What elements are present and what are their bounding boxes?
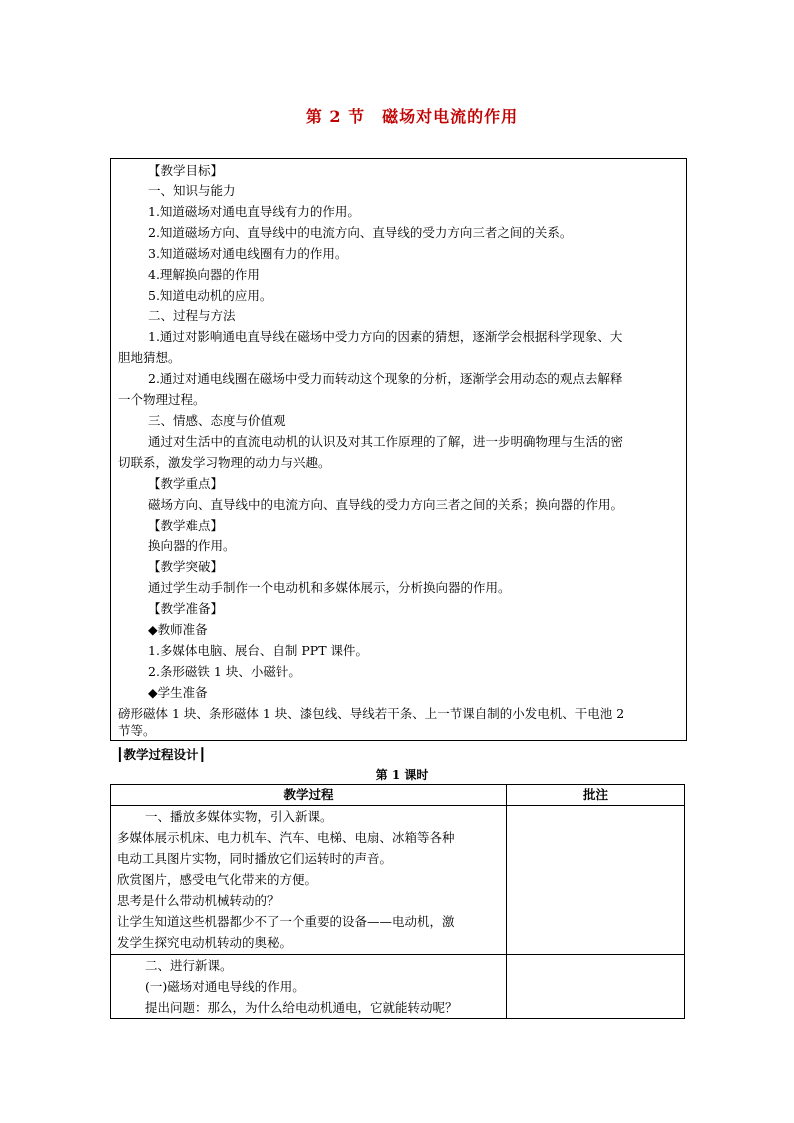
- process-line: 电动工具图片实物，同时播放它们运转时的声音。: [117, 851, 393, 866]
- objective-line: 2.知道磁场方向、直导线中的电流方向、直导线的受力方向三者之间的关系。: [148, 225, 573, 240]
- objective-line: 1.通过对影响通电直导线在磁场中受力方向的因素的猜想，逐渐学会根据科学现象、大: [148, 329, 623, 344]
- breakthrough-text: 通过学生动手制作一个电动机和多媒体展示，分析换向器的作用。: [148, 580, 511, 595]
- objective-line: 一个物理过程。: [118, 392, 206, 407]
- objective-line: 胆地猜想。: [118, 350, 181, 365]
- heading-difficulties: 【教学难点】: [148, 518, 224, 533]
- prep-line: 1.多媒体电脑、展台、自制 PPT 课件。: [148, 643, 369, 658]
- objective-line: 5.知道电动机的应用。: [148, 288, 273, 303]
- student-prep-heading: ◆学生准备: [148, 685, 208, 700]
- process-line: 提出问题：那么，为什么给电动机通电，它就能转动呢？: [145, 1000, 458, 1015]
- process-cell: [111, 806, 507, 955]
- objective-line: 通过对生活中的直流电动机的认识及对其工作原理的了解，进一步明确物理与生活的密: [148, 434, 624, 449]
- header-process: 教学过程: [111, 785, 507, 806]
- document-title: 第 2 节 磁场对电流的作用: [305, 107, 519, 126]
- key-points-text: 磁场方向、直导线中的电流方向、直导线的受力方向三者之间的关系；换向器的作用。: [148, 497, 624, 512]
- heading-breakthrough: 【教学突破】: [148, 559, 224, 574]
- teacher-prep-heading: ◆教师准备: [148, 622, 208, 637]
- notes-cell: [507, 955, 685, 1019]
- difficulties-text: 换向器的作用。: [148, 538, 236, 553]
- objective-line: 3.知道磁场对通电线圈有力的作用。: [148, 246, 348, 261]
- process-line: 一、播放多媒体实物，引入新课。: [145, 809, 333, 824]
- process-line: (一)磁场对通电导线的作用。: [145, 979, 305, 994]
- section-label: ┃教学过程设计┃: [116, 747, 207, 762]
- objective-line: 4.理解换向器的作用: [148, 267, 260, 282]
- process-line: 发学生探究电动机转动的奥秘。: [117, 935, 293, 950]
- subheading-process: 二、过程与方法: [148, 308, 236, 323]
- subheading-values: 三、情感、态度与价值观: [148, 413, 286, 428]
- process-table: [110, 784, 685, 1019]
- process-line: 欣赏图片，感受电气化带来的方便。: [117, 872, 318, 887]
- objective-line: 1.知道磁场对通电直导线有力的作用。: [148, 204, 360, 219]
- objective-line: 2.通过对通电线圈在磁场中受力而转动这个现象的分析，逐渐学会用动态的观点去解释: [148, 371, 623, 386]
- notes-cell: [507, 806, 685, 955]
- process-line: 让学生知道这些机器都少不了一个重要的设备——电动机，激: [117, 914, 455, 929]
- subheading-knowledge: 一、知识与能力: [148, 183, 236, 198]
- process-cell: [111, 955, 507, 1019]
- prep-line: 节等。: [118, 723, 156, 738]
- heading-preparation: 【教学准备】: [148, 601, 224, 616]
- prep-line: 磅形磁体 1 块、条形磁体 1 块、漆包线、导线若干条、上一节课自制的小发电机、干电池 2: [118, 706, 625, 721]
- heading-key-points: 【教学重点】: [148, 476, 224, 491]
- process-line: 二、进行新课。: [145, 958, 233, 973]
- process-line: 思考是什么带动机械转动的？: [117, 893, 280, 908]
- prep-line: 2.条形磁铁 1 块、小磁针。: [148, 664, 301, 679]
- objectives-box: [110, 158, 687, 741]
- objective-line: 切联系，激发学习物理的动力与兴趣。: [118, 455, 331, 470]
- process-line: 多媒体展示机床、电力机车、汽车、电梯、电扇、冰箱等各种: [117, 830, 455, 845]
- header-notes: 批注: [507, 785, 685, 806]
- heading-objectives: 【教学目标】: [148, 163, 224, 178]
- lesson-label: 第 1 课时: [375, 768, 429, 782]
